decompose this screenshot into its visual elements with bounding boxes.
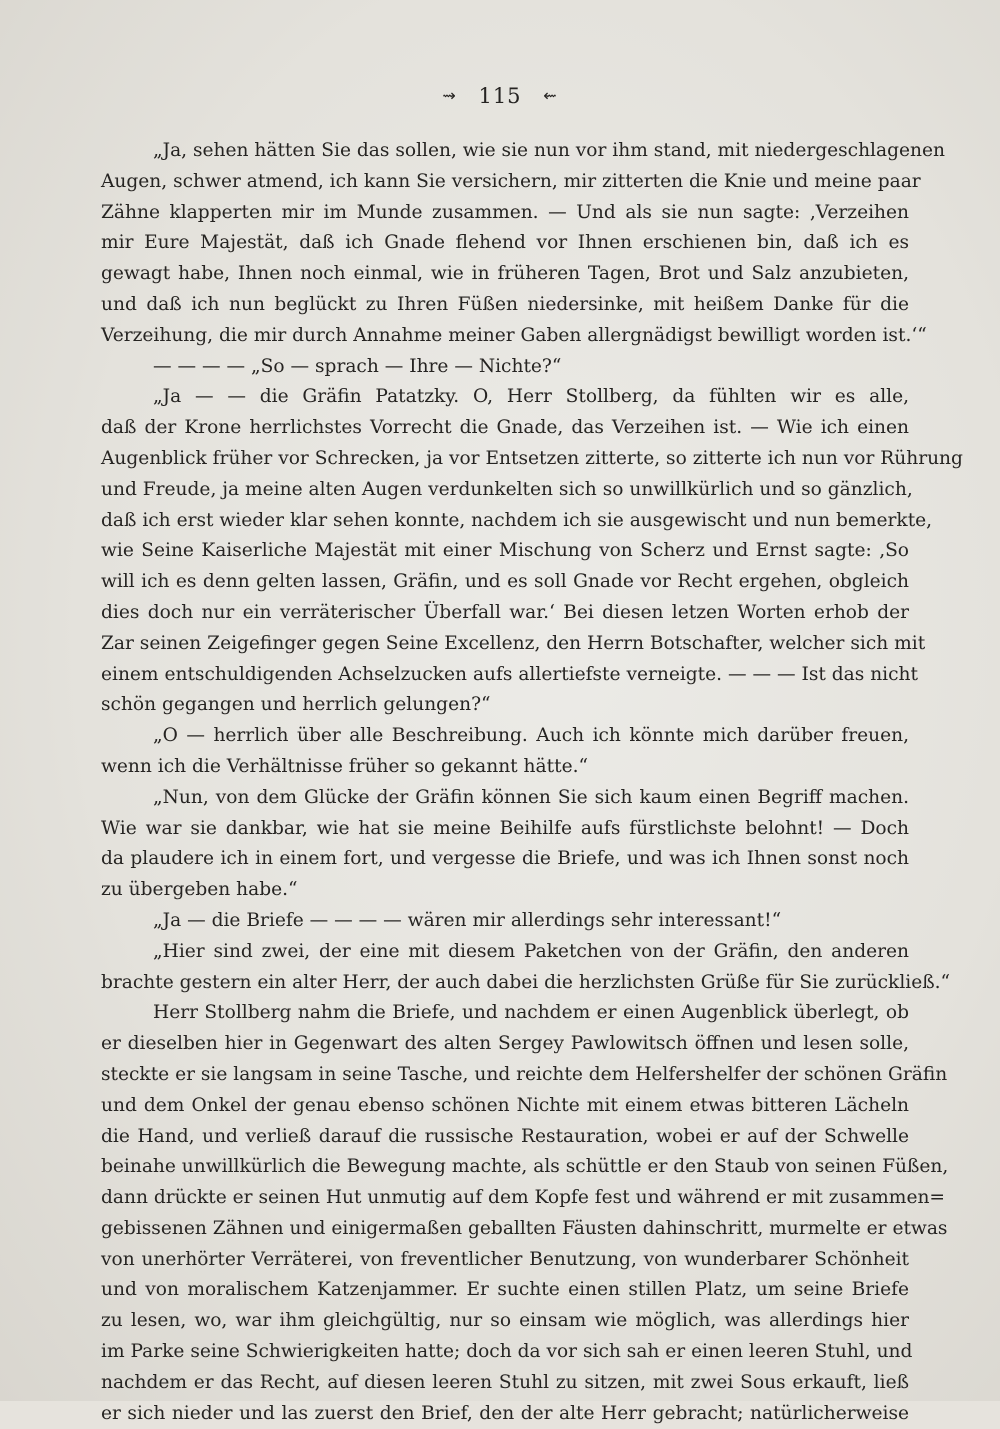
text-line: Augenblick früher vor Schrecken, ja vor Entsetzen zitterte, so zitterte ich nun vor Rührung [101, 447, 963, 469]
text-line: Herr Stollberg nahm die Briefe, und nachdem er einen Augenblick überlegt, ob [153, 1002, 909, 1024]
left-ornament-icon: ⇝ [442, 86, 457, 105]
text-line: mir Eure Majestät, daß ich Gnade flehend vor Ihnen erschienen bin, daß ich es [101, 232, 909, 254]
text-line: er dieselben hier in Gegenwart des alten Sergey Pawlowitsch öffnen und lesen solle, [101, 1033, 909, 1055]
text-line: da plaudere ich in einem fort, und vergesse die Briefe, und was ich Ihnen sonst noch [101, 848, 909, 870]
text-line: brachte gestern ein alter Herr, der auch dabei die herzlichsten Grüße für Sie zurückließ.“ [101, 971, 951, 993]
text-line: „Nun, von dem Glücke der Gräfin können Sie sich kaum einen Begriff machen. [153, 786, 909, 808]
text-line: gebissenen Zähnen und einigermaßen geballten Fäusten dahinschritt, murmelte er etwas [101, 1217, 948, 1239]
text-line: dann drückte er seinen Hut unmutig auf dem Kopfe fest und während er mit zusammen= [101, 1187, 945, 1209]
text-line: wenn ich die Verhältnisse früher so gekannt hätte.“ [101, 755, 588, 777]
page-number: 115 [478, 84, 522, 108]
text-line: will ich es denn gelten lassen, Gräfin, und es soll Gnade vor Recht ergehen, obgleich [101, 571, 909, 593]
text-line: und dem Onkel der genau ebenso schönen Nichte mit einem etwas bitteren Lächeln [101, 1094, 909, 1116]
text-line: Zar seinen Zeigefinger gegen Seine Excellenz, den Herrn Botschafter, welcher sich mit [101, 632, 926, 654]
text-line: — — — — „So — sprach — Ihre — Nichte?“ [153, 355, 562, 377]
text-line: Verzeihung, die mir durch Annahme meiner Gaben allergnädigst bewilligt worden ist.‘“ [101, 324, 927, 346]
text-line: und Freude, ja meine alten Augen verdunkelten sich so unwillkürlich und so gänzlich, [101, 478, 913, 500]
text-line: daß ich erst wieder klar sehen konnte, nachdem ich sie ausgewischt und nun bemerkte, [101, 509, 933, 531]
text-line: er sich nieder und las zuerst den Brief, den der alte Herr gebracht; natürlicherweise [101, 1402, 909, 1424]
text-line: nachdem er das Recht, auf diesen leeren Stuhl zu sitzen, mit zwei Sous erkauft, ließ [101, 1371, 909, 1393]
text-line: daß der Krone herrlichstes Vorrecht die Gnade, das Verzeihen ist. — Wie ich einen [101, 417, 909, 439]
text-line: „O — herrlich über alle Beschreibung. Auch ich könnte mich darüber freuen, [153, 725, 909, 747]
text-line: steckte er sie langsam in seine Tasche, und reichte dem Helfershelfer der schönen Gräfin [101, 1063, 948, 1085]
text-line: gewagt habe, Ihnen noch einmal, wie in früheren Tagen, Brot und Salz anzubieten, [101, 263, 909, 285]
text-line: zu übergeben habe.“ [101, 879, 298, 901]
text-line: beinahe unwillkürlich die Bewegung machte, als schüttle er den Staub von seinen Füßen, [101, 1156, 949, 1178]
text-line: zu lesen, wo, war ihm gleichgültig, nur so einsam wie möglich, was allerdings hier [101, 1310, 909, 1332]
text-line: Augen, schwer atmend, ich kann Sie versichern, mir zitterten die Knie und meine paar [101, 170, 921, 192]
text-line: die Hand, und verließ darauf die russische Restauration, wobei er auf der Schwelle [101, 1125, 909, 1147]
text-line: „Ja — — die Gräfin Patatzky. O, Herr Stollberg, da fühlten wir es alle, [153, 386, 909, 408]
text-line: Zähne klapperten mir im Munde zusammen. — Und als sie nun sagte: ‚Verzeihen [101, 201, 909, 223]
text-line: Wie war sie dankbar, wie hat sie meine Beihilfe aufs fürstlichste belohnt! — Doch [101, 817, 909, 839]
text-line: einem entschuldigenden Achselzucken aufs allertiefste verneigte. — — — Ist das nicht [101, 663, 918, 685]
page-header [0, 84, 1000, 108]
text-line: „Ja — die Briefe — — — — wären mir allerdings sehr interessant!“ [153, 909, 782, 931]
text-line: „Hier sind zwei, der eine mit diesem Paketchen von der Gräfin, den anderen [153, 940, 909, 962]
text-line: und von moralischem Katzenjammer. Er suchte einen stillen Platz, um seine Briefe [101, 1279, 909, 1301]
text-line: und daß ich nun beglückt zu Ihren Füßen niedersinke, mit heißem Danke für die [101, 293, 909, 315]
text-line: „Ja, sehen hätten Sie das sollen, wie sie nun vor ihm stand, mit niedergeschlagenen [153, 140, 945, 161]
text-line: schön gegangen und herrlich gelungen?“ [101, 694, 491, 716]
text-line: von unerhörter Verräterei, von freventlicher Benutzung, von wunderbarer Schönheit [101, 1248, 909, 1270]
text-line: dies doch nur ein verräterischer Überfall war.‘ Bei diesen letzen Worten erhob der [101, 601, 909, 623]
body-text [101, 136, 963, 1429]
right-ornament-icon: ⇜ [543, 86, 558, 105]
text-line: wie Seine Kaiserliche Majestät mit einer Mischung von Scherz und Ernst sagte: ‚So [101, 540, 909, 562]
text-line: im Parke seine Schwierigkeiten hatte; doch da vor sich sah er einen leeren Stuhl, und [101, 1341, 913, 1363]
